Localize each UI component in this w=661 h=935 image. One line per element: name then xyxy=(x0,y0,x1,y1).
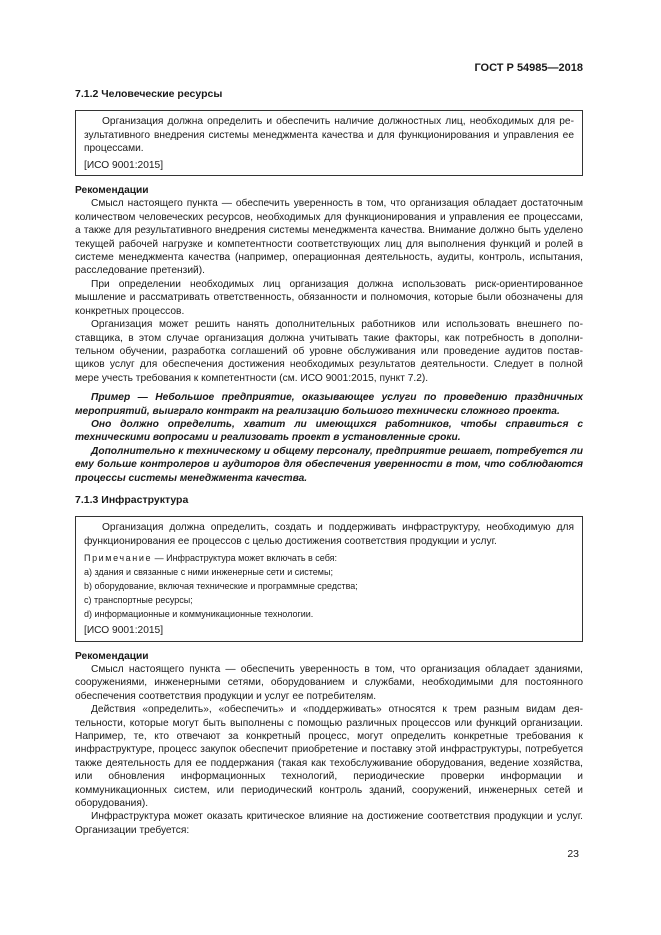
page-content xyxy=(75,88,583,837)
document-code: ГОСТ Р 54985—2018 xyxy=(474,62,583,74)
example-paragraph: Пример — Небольшое предприятие, оказывающее услуги по проведению праздничных мероприятий, выиграло контракт на реализацию большого технически сложного проекта. xyxy=(75,392,583,417)
note-item: b) оборудование, включая технические и программные средства; xyxy=(84,581,358,592)
requirement-box-7-1-3 xyxy=(75,516,583,641)
section-title-7-1-3: 7.1.3 Инфраструктура xyxy=(75,493,189,506)
note-line xyxy=(84,551,574,565)
requirement-text: Организация должна определить и обеспечить наличие должностных лиц, необходимых для результативного внедрения системы менеджмента качества и для функционирования и управления ее процессами. xyxy=(84,116,574,155)
paragraph: Организация может решить нанять дополнительных работников или использовать внешнего поставщика, в этом случае организация должна учитывать такие факторы, как потребность в дополнительном обучении, разработка соглашений об уровне обслуживания или проведение аудитов поставщиков услуг для обеспечения достижения необходимых результатов деятельности. Следует в полной мере учесть требования к компетентности (см. ИСО 9001:2015, пункт 7.2). xyxy=(75,319,583,384)
recommendations-title: Рекомендации xyxy=(75,185,149,197)
section-title-7-1-2: 7.1.2 Человеческие ресурсы xyxy=(75,88,223,100)
example-paragraph: Дополнительно к техническому и общему персоналу, предприятие решает, потребуется ли ему больше контролеров и аудиторов для обеспечения уверенности в том, что соблюдаются процессы системы менеджмента качества. xyxy=(75,445,583,484)
paragraph: Смысл настоящего пункта — обеспечить уверенность в том, что организация обладает достаточным количеством человеческих ресурсов, необходимых для функционирования и управления ее процессами, а также для результативного внедрения системы менеджмента качества. Внимание должно быть уделено текущей рабочей нагрузке и компетентности соответствующих лиц для выполнения функций и ролей в системе менеджмента качества (например, операционная деятельность, аудиты, контроль, испытания, расследование претензий). xyxy=(75,198,583,277)
paragraph: При определении необходимых лиц организация должна использовать риск-ориентированное мышление и рассматривать ответственность, обязанности и полномочия, которые были обозначены для конкретных процессов. xyxy=(75,278,583,317)
paragraph: Действия «определить», «обеспечить» и «поддерживать» относятся к трем разным видам деятельности, которые могут быть выполнены с помощью различных процессов или функций организации. Например, те, кто отвечают за конкретный процесс, могут определить конкретные требования к инфраструктуре, процесс закупок обеспечит приобретение и поставку этой инфраструктуры, потребуется также деятельность для ее поддержания (такая как техобслуживание оборудования, ведение хозяйства, или обновления информационных технологий, периодические проверки информации и коммуникационных систем, или периодический контроль зданий, сооружений, инженерных сетей и оборудования). xyxy=(75,704,583,810)
paragraph: Инфраструктура может оказать критическое влияние на достижение соответствия продукции и услуг. Организации требуется: xyxy=(75,811,583,836)
note-item: a) здания и связанные с ними инженерные сети и системы; xyxy=(84,567,333,578)
example-paragraph: Оно должно определить, хватит ли имеющихся работников, чтобы справиться с техническими вопросами и реализовать проект в установленные сроки. xyxy=(75,418,583,444)
note-item: d) информационные и коммуникационные технологии. xyxy=(84,609,314,620)
example-block xyxy=(75,391,583,485)
note-item: c) транспортные ресурсы; xyxy=(84,595,193,606)
page-number: 23 xyxy=(567,848,579,860)
note-label: Примечание xyxy=(84,553,153,564)
note-text: — Инфраструктура может включать в себя: xyxy=(152,553,338,564)
requirement-box-7-1-2 xyxy=(75,110,583,176)
paragraph: Смысл настоящего пункта — обеспечить уверенность в том, что организация обладает зданиями, сооружениями, инженерными сетями, оборудованием и службами, необходимыми для постоянного обеспечения соответствия продукции и услуг ее потребителям. xyxy=(75,664,583,702)
requirement-text: Организация должна определить, создать и поддерживать инфраструктуру, необходимую для функционирования ее процессов с целью достижения соответствия продукции и услуг. xyxy=(84,522,574,547)
standard-reference: [ИСО 9001:2015] xyxy=(84,625,164,637)
recommendations-title: Рекомендации xyxy=(75,650,149,662)
standard-reference: [ИСО 9001:2015] xyxy=(84,159,164,171)
